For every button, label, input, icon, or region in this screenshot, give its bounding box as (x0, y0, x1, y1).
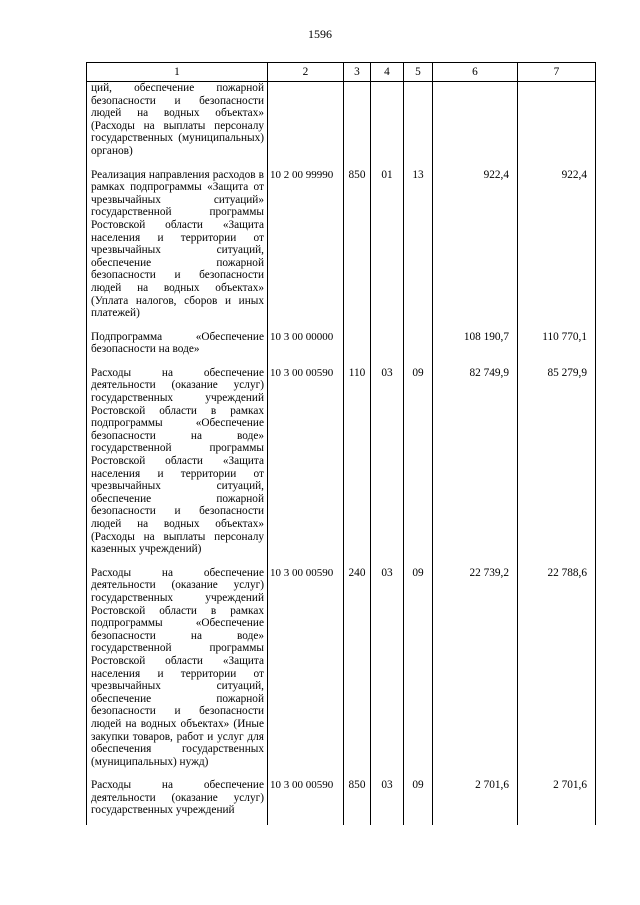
subsection-code: 09 (404, 776, 433, 825)
table-row (87, 364, 596, 564)
column-header: 4 (371, 63, 404, 82)
amount-year-1: 108 190,7 (433, 328, 518, 364)
table-row (87, 82, 596, 166)
amount-year-2: 85 279,9 (518, 364, 596, 564)
amount-year-2: 922,4 (518, 166, 596, 328)
amount-year-1: 2 701,6 (433, 776, 518, 825)
row-name: Расходы на обеспечение деятельности (оказание услуг) государственных учреждений Ростовской области в рамках подпрограммы «Обеспечение безопасности на воде» государственной программы Ростовской области «Защита населения и территории от чрезвычайных ситуаций, обеспечение пожарной безопасности и безопасности людей на водных объектах» (Расходы на выплаты персоналу казенных учреждений) (87, 364, 268, 564)
section-code: 01 (371, 166, 404, 328)
target-article-code: 10 3 00 00590 (268, 776, 344, 825)
subsection-code (404, 82, 433, 166)
row-name: Подпрограмма «Обеспечение безопасности на воде» (87, 328, 268, 364)
section-code (371, 328, 404, 364)
header-row (87, 63, 596, 82)
column-header: 3 (344, 63, 371, 82)
amount-year-2: 22 788,6 (518, 564, 596, 777)
amount-year-1: 82 749,9 (433, 364, 518, 564)
table-row (87, 564, 596, 777)
budget-table (86, 62, 596, 825)
amount-year-2: 110 770,1 (518, 328, 596, 364)
table-row (87, 776, 596, 825)
page-number: 1596 (308, 27, 332, 41)
subsection-code: 13 (404, 166, 433, 328)
subsection-code: 09 (404, 364, 433, 564)
section-code: 03 (371, 564, 404, 777)
column-header: 7 (518, 63, 596, 82)
expense-type-code: 240 (344, 564, 371, 777)
column-header: 1 (87, 63, 268, 82)
table-row (87, 166, 596, 328)
amount-year-1 (433, 82, 518, 166)
row-name: Расходы на обеспечение деятельности (оказание услуг) государственных учреждений (87, 776, 268, 825)
amount-year-2: 2 701,6 (518, 776, 596, 825)
column-header: 2 (268, 63, 344, 82)
subsection-code: 09 (404, 564, 433, 777)
row-name: ций, обеспечение пожарной безопасности и безопасности людей на водных объектах» (Расходы на выплаты персоналу государственных (муниципальных) органов) (87, 82, 268, 166)
column-header: 5 (404, 63, 433, 82)
expense-type-code (344, 82, 371, 166)
row-name: Реализация направления расходов в рамках подпрограммы «Защита от чрезвычайных ситуаций» государственной программы Ростовской области «Защита населения и территории от чрезвычайных ситуаций, обеспечение пожарной безопасности и безопасности людей на водных объектах» (Уплата налогов, сборов и иных платежей) (87, 166, 268, 328)
table-row (87, 328, 596, 364)
amount-year-2 (518, 82, 596, 166)
expense-type-code: 850 (344, 166, 371, 328)
amount-year-1: 922,4 (433, 166, 518, 328)
expense-type-code (344, 328, 371, 364)
target-article-code: 10 3 00 00590 (268, 564, 344, 777)
target-article-code: 10 3 00 00590 (268, 364, 344, 564)
subsection-code (404, 328, 433, 364)
target-article-code (268, 82, 344, 166)
amount-year-1: 22 739,2 (433, 564, 518, 777)
column-header: 6 (433, 63, 518, 82)
section-code: 03 (371, 776, 404, 825)
target-article-code: 10 3 00 00000 (268, 328, 344, 364)
row-name: Расходы на обеспечение деятельности (оказание услуг) государственных учреждений Ростовской области в рамках подпрограммы «Обеспечение безопасности на воде» государственной программы Ростовской области «Защита населения и территории от чрезвычайных ситуаций, обеспечение пожарной безопасности и безопасности людей на водных объектах» (Иные закупки товаров, работ и услуг для обеспечения государственных (муниципальных) нужд) (87, 564, 268, 777)
target-article-code: 10 2 00 99990 (268, 166, 344, 328)
expense-type-code: 110 (344, 364, 371, 564)
section-code: 03 (371, 364, 404, 564)
section-code (371, 82, 404, 166)
expense-type-code: 850 (344, 776, 371, 825)
